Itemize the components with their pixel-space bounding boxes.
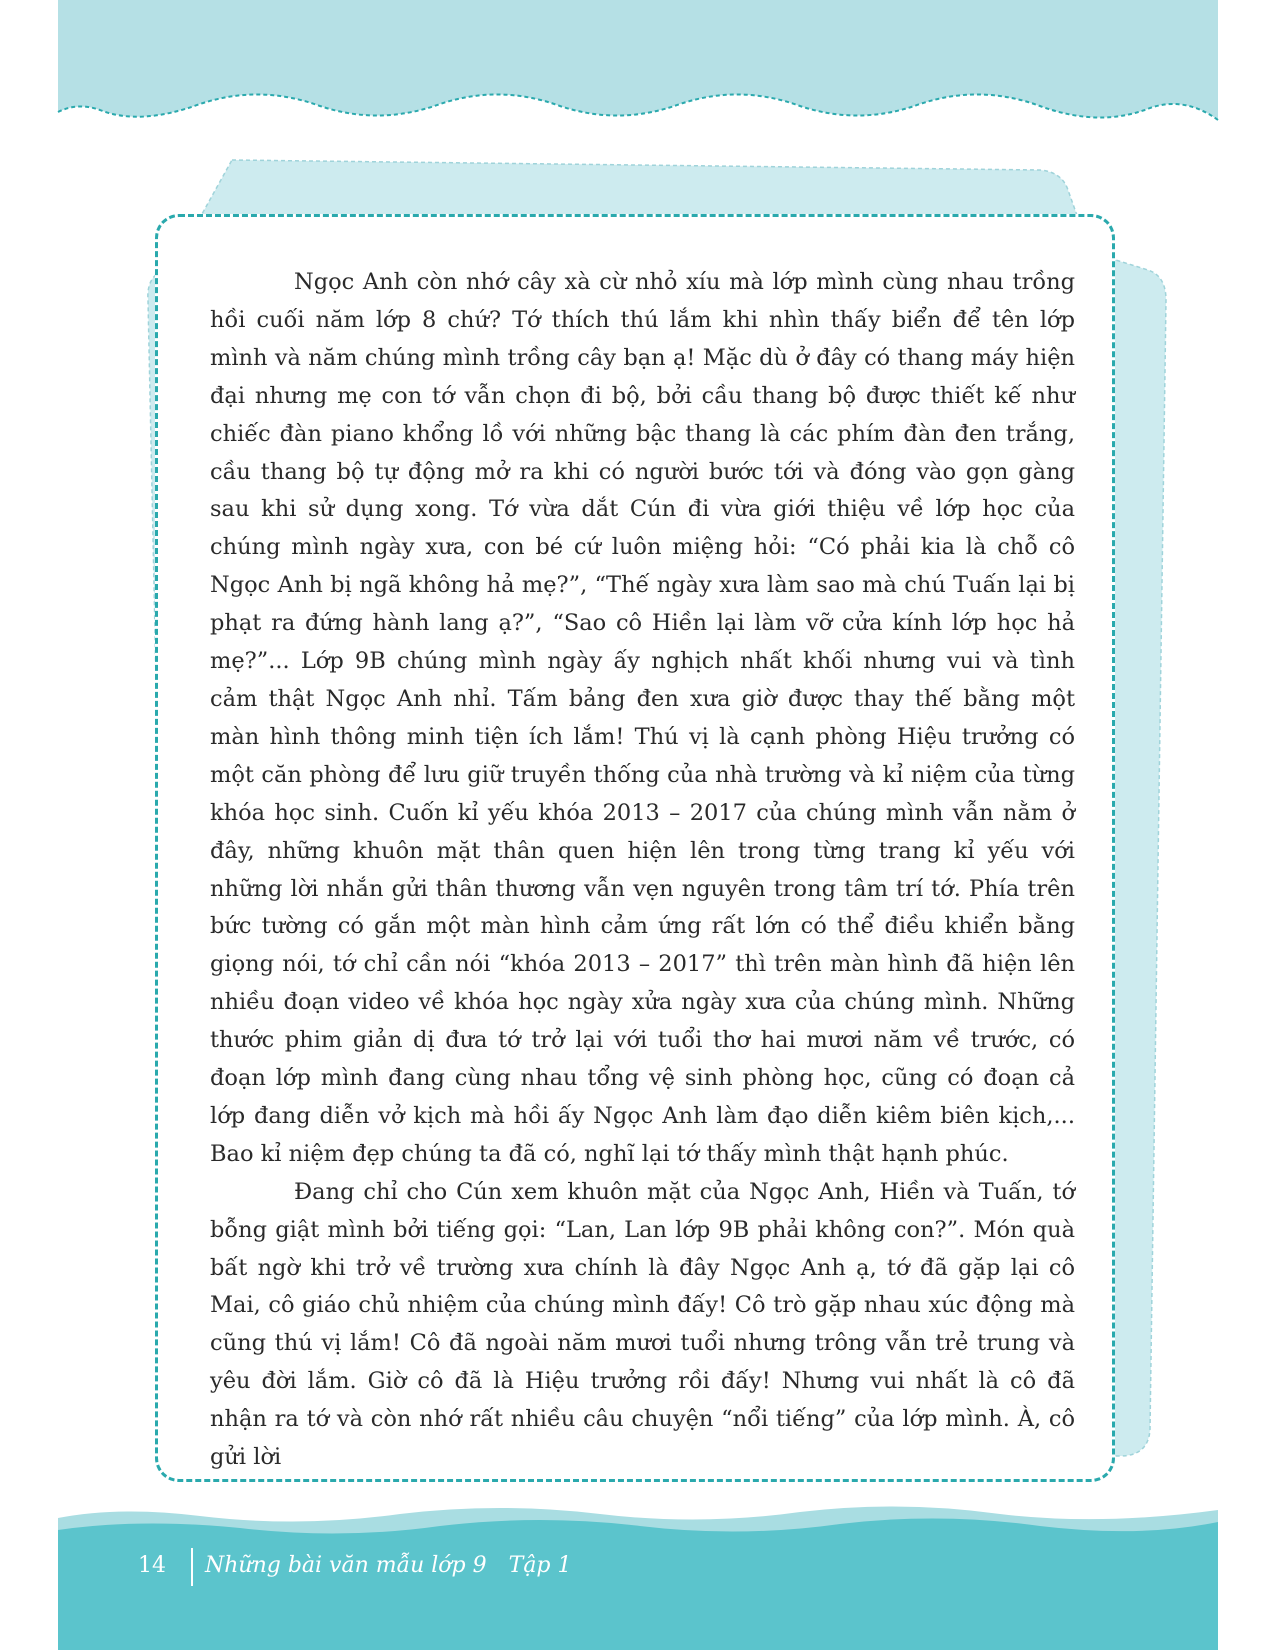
page-number: 14: [138, 1553, 166, 1578]
book-volume: Tập 1: [508, 1553, 572, 1578]
paragraph-2: Đang chỉ cho Cún xem khuôn mặt của Ngọc Anh, Hiền và Tuấn, tớ bỗng giật mình bởi tiếng gọi: “Lan, Lan lớp 9B phải không con?”. Món quà bất ngờ khi trở về trường xưa chính là đây Ngọc Anh ạ, tớ đã gặp lại cô Mai, cô giáo chủ nhiệm của chúng mình đấy! Cô trò gặp nhau xúc động mà cũng thú vị lắm! Cô đã ngoài năm mươi tuổi nhưng trông vẫn trẻ trung và yêu đời lắm. Giờ cô đã là Hiệu trưởng rồi đấy! Nhưng vui nhất là cô đã nhận ra tớ và còn nhớ rất nhiều câu chuyện “nổi tiếng” của lớp mình. À, cô gửi lời: [210, 1178, 1075, 1471]
paragraph-1: Ngọc Anh còn nhớ cây xà cừ nhỏ xíu mà lớp mình cùng nhau trồng hồi cuối năm lớp 8 chứ? Tớ thích thú lắm khi nhìn thấy biển để tên lớp mình và năm chúng mình trồng cây bạn ạ! Mặc dù ở đây có thang máy hiện đại nhưng mẹ con tớ vẫn chọn đi bộ, bởi cầu thang bộ được thiết kế như chiếc đàn piano khổng lồ với những bậc thang là các phím đàn đen trắng, cầu thang bộ tự động mở ra khi có người bước tới và đóng vào gọn gàng sau khi sử dụng xong. Tớ vừa dắt Cún đi vừa giới thiệu về lớp học của chúng mình ngày xưa, con bé cứ luôn miệng hỏi: “Có phải kia là chỗ cô Ngọc Anh bị ngã không hả mẹ?”, “Thế ngày xưa làm sao mà chú Tuấn lại bị phạt ra đứng hành lang ạ?”, “Sao cô Hiền lại làm vỡ cửa kính lớp học hả mẹ?”... Lớp 9B chúng mình ngày ấy nghịch nhất khối nhưng vui và tình cảm thật Ngọc Anh nhỉ. Tấm bảng đen xưa giờ được thay thế bằng một màn hình thông minh tiện ích lắm! Thú vị là cạnh phòng Hiệu trưởng có một căn phòng để lưu giữ truyền thống của nhà trường và kỉ niệm của từng khóa học sinh. Cuốn kỉ yếu khóa 2013 – 2017 của chúng mình vẫn nằm ở đây, những khuôn mặt thân quen hiện lên trong từng trang kỉ yếu với những lời nhắn gửi thân thương vẫn vẹn nguyên trong tâm trí tớ. Phía trên bức tường có gắn một màn hình cảm ứng rất lớn có thể điều khiển bằng giọng nói, tớ chỉ cần nói “khóa 2013 – 2017” thì trên màn hình đã hiện lên nhiều đoạn video về khóa học ngày xửa ngày xưa của chúng mình. Những thước phim giản dị đưa tớ trở lại với tuổi thơ hai mươi năm về trước, có đoạn lớp mình đang cùng nhau tổng vệ sinh phòng học, cũng có đoạn cả lớp đang diễn vở kịch mà hồi ấy Ngọc Anh làm đạo diễn kiêm biên kịch,... Bao kỉ niệm đẹp chúng ta đã có, nghĩ lại tớ thấy mình thật hạnh phúc.: [210, 269, 1075, 1167]
book-title-text: Những bài văn mẫu lớp 9: [205, 1553, 487, 1578]
body-text: [210, 264, 1075, 1477]
footer-divider: [191, 1548, 193, 1586]
book-title: [205, 1553, 572, 1578]
